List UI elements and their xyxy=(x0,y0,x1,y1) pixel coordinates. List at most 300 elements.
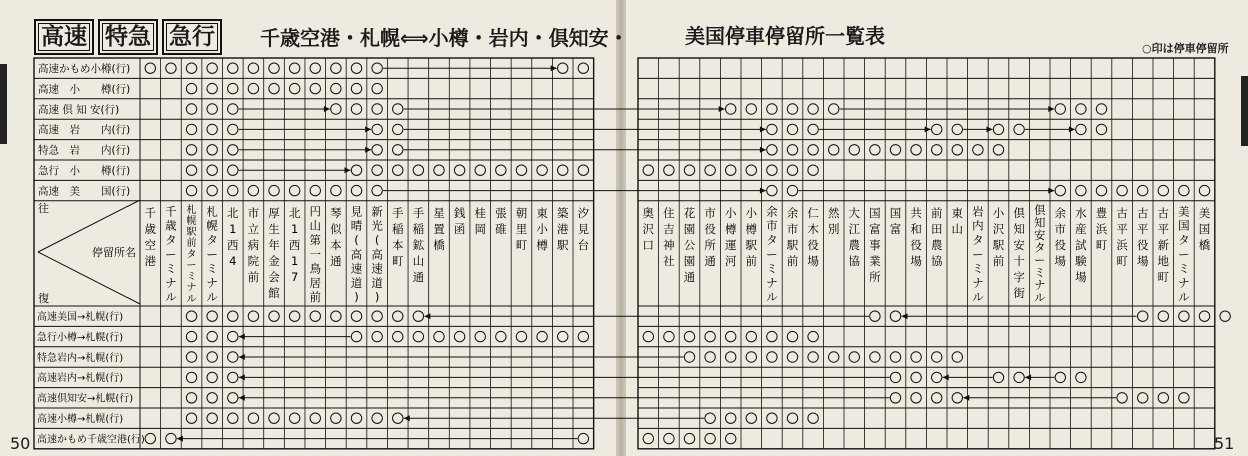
stop-name-char: 沢 xyxy=(642,221,655,236)
stop-name-char: 手 xyxy=(392,205,404,220)
stop-circle xyxy=(331,413,341,423)
stop-name-char: 江 xyxy=(848,221,861,236)
stop-circle xyxy=(228,393,238,403)
stop-name-char: 銭 xyxy=(453,205,466,220)
stop-name-char: 国 xyxy=(1198,221,1211,236)
stop-name-char: 樽 xyxy=(724,221,737,236)
page-number-left: 50 xyxy=(10,434,31,453)
stop-circle xyxy=(890,311,900,321)
stop-circle xyxy=(808,145,818,155)
stop-circle xyxy=(705,352,715,362)
stop-name-char: タ xyxy=(165,233,177,247)
inbound-row-label: 高速岩内→札幌(行) xyxy=(37,373,124,385)
stop-name-char: 東 xyxy=(951,205,964,220)
stop-circle xyxy=(1158,393,1168,403)
stop-name-char: ー xyxy=(1178,247,1190,262)
stop-name-char: 前 xyxy=(247,269,260,284)
stop-name-char: 山 xyxy=(412,253,425,268)
stop-circle xyxy=(664,165,674,175)
stop-circle xyxy=(393,413,403,423)
stop-name-char: 金 xyxy=(268,253,280,268)
stop-name-char: 前 xyxy=(309,290,322,305)
stop-circle xyxy=(393,311,403,321)
stop-circle xyxy=(578,331,588,341)
inbound-row-label: 高速小樽→札幌(行) xyxy=(37,414,124,425)
stop-name-char: 鳥 xyxy=(309,261,322,276)
stop-name-char: 国 xyxy=(1178,218,1190,233)
stop-name-char: 高 xyxy=(371,247,383,262)
outbound-row-label: 急行 小 樽(行) xyxy=(38,165,131,177)
stop-name-char: 通 xyxy=(412,269,425,284)
stop-name-char: 町 xyxy=(1095,237,1108,252)
stop-circle xyxy=(1055,104,1065,114)
outbound-row-label: 高速 小 樽(行) xyxy=(38,83,131,96)
stop-circle xyxy=(228,104,238,114)
stop-name-char: ミ xyxy=(766,261,778,276)
stop-circle xyxy=(289,185,299,195)
stop-circle xyxy=(228,413,238,423)
stop-circle xyxy=(993,124,1003,134)
stop-name-char: 花 xyxy=(683,205,696,220)
stop-circle xyxy=(331,83,341,93)
stop-name-char: 役 xyxy=(807,237,819,252)
stop-name-char: 市 xyxy=(704,205,716,220)
stop-name-char: 役 xyxy=(1054,237,1067,252)
stop-name-char: 沢 xyxy=(992,221,1005,236)
stop-name-char: 小 xyxy=(745,205,758,220)
stop-name-char: 通 xyxy=(330,253,342,268)
stop-circle xyxy=(705,165,715,175)
stop-name-char: 小 xyxy=(724,205,737,220)
stop-name-char: 港 xyxy=(144,253,157,268)
stop-name-char: 平 xyxy=(1116,221,1128,236)
stop-name-char: 事 xyxy=(869,237,881,252)
stop-circle xyxy=(664,433,674,443)
stop-circle xyxy=(787,352,797,362)
stop-circle xyxy=(186,124,196,134)
stop-name-char: 国 xyxy=(889,205,902,220)
stop-circle xyxy=(269,63,279,73)
stop-circle xyxy=(558,165,568,175)
stop-circle xyxy=(993,145,1003,155)
stop-circle xyxy=(186,165,196,175)
stop-circle xyxy=(207,104,217,114)
stop-circle xyxy=(207,165,217,175)
stop-circle xyxy=(372,165,382,175)
stop-circle xyxy=(207,124,217,134)
stop-circle xyxy=(289,83,299,93)
stop-name-char: ミ xyxy=(1034,266,1046,280)
stop-name-char: 河 xyxy=(724,253,737,268)
stop-name-char: 協 xyxy=(930,253,943,268)
stop-name-char: 口 xyxy=(642,237,655,252)
direction-arrow xyxy=(925,126,931,132)
stop-name-char: 美 xyxy=(1198,205,1211,220)
stop-name-char: 道 xyxy=(371,275,383,290)
stop-name-char: 吉 xyxy=(663,221,675,236)
route-title: 千歳空港・札幌⟺小樽・岩内・倶知安・ xyxy=(260,26,629,50)
stop-name-char: 別 xyxy=(827,221,840,236)
stop-circle xyxy=(726,165,736,175)
stop-circle xyxy=(228,185,238,195)
stop-name-char: 朝 xyxy=(515,205,528,220)
stop-circle xyxy=(787,165,797,175)
outbound-row-label: 特急 岩 内(行) xyxy=(38,144,131,157)
stop-circle xyxy=(351,63,361,73)
direction-arrow xyxy=(239,334,245,340)
stop-name-char: ( xyxy=(354,233,359,247)
stop-name-char: 余 xyxy=(786,205,799,220)
stop-name-char: 駅 xyxy=(992,237,1005,252)
stop-name-char: 似 xyxy=(330,221,342,236)
stop-circle xyxy=(145,433,155,443)
stop-name-char: 駅 xyxy=(786,237,799,252)
stop-circle xyxy=(767,185,777,195)
stop-name-char: 田 xyxy=(930,221,943,236)
stop-name-char: 星 xyxy=(433,205,445,220)
stop-circle xyxy=(186,145,196,155)
stop-name-char: 会 xyxy=(268,269,280,284)
stop-circle xyxy=(643,331,653,341)
stop-name-char: ー xyxy=(206,247,218,262)
stop-circle xyxy=(1117,185,1127,195)
stop-circle xyxy=(228,124,238,134)
stop-circle xyxy=(248,413,258,423)
outbound-row-label: 高速 美 国(行) xyxy=(38,185,131,198)
stop-circle xyxy=(932,372,942,382)
stop-circle xyxy=(767,104,777,114)
stop-name-char: ル xyxy=(766,290,778,305)
stop-circle xyxy=(186,352,196,362)
direction-arrow xyxy=(239,395,245,401)
stop-circle xyxy=(578,433,588,443)
stop-circle xyxy=(496,331,506,341)
stop-name-char: ル xyxy=(1034,291,1046,305)
inbound-row-label: 高速かもめ千歳空港(行) xyxy=(37,434,145,446)
stop-circle xyxy=(932,124,942,134)
stop-circle xyxy=(767,165,777,175)
stop-name-char: ミ xyxy=(206,261,218,276)
stop-name-char: 富 xyxy=(869,221,881,236)
stop-name-char: ミ xyxy=(1178,261,1190,276)
stop-name-char: 産 xyxy=(1075,221,1087,236)
stop-name-char: 新 xyxy=(371,204,383,219)
stop-name-char: 役 xyxy=(1136,237,1149,252)
stop-circle xyxy=(516,165,526,175)
direction-arrow xyxy=(1048,188,1054,194)
stop-circle xyxy=(1138,393,1148,403)
stop-circle xyxy=(1179,393,1189,403)
stop-circle xyxy=(767,145,777,155)
stop-name-char: 役 xyxy=(704,221,716,236)
stop-circle xyxy=(1117,393,1127,403)
stop-name-char: ナ xyxy=(165,275,177,290)
stop-circle xyxy=(952,352,962,362)
stop-name-char: 市 xyxy=(1054,221,1067,236)
stop-circle xyxy=(289,63,299,73)
direction-arrow xyxy=(760,188,766,194)
stop-circle xyxy=(372,331,382,341)
stop-circle xyxy=(787,145,797,155)
stop-name-char: 美 xyxy=(1178,204,1190,219)
stop-name-char: 稲 xyxy=(412,221,425,236)
stop-name-char: 晴 xyxy=(350,218,363,233)
stop-circle xyxy=(372,124,382,134)
badge-limited-express: 特急 xyxy=(98,19,158,55)
stop-name-char: 役 xyxy=(910,237,922,252)
stop-name-char: 年 xyxy=(268,237,280,252)
stop-name-char: 4 xyxy=(229,253,237,268)
stop-name-char: 場 xyxy=(1054,253,1067,268)
stop-name-char: 橋 xyxy=(433,237,445,252)
stop-circle xyxy=(372,413,382,423)
stop-name-char: 新 xyxy=(1157,237,1170,252)
stop-name-char: 道 xyxy=(350,275,363,290)
stop-circle xyxy=(372,104,382,114)
stop-circle xyxy=(228,372,238,382)
corner-inbound-label: 復 xyxy=(38,292,49,305)
stop-circle xyxy=(1138,185,1148,195)
stop-circle xyxy=(787,185,797,195)
stop-name-char: 本 xyxy=(330,237,342,252)
stop-circle xyxy=(289,311,299,321)
stop-name-char: 内 xyxy=(972,218,984,233)
stop-name-char: ー xyxy=(1034,254,1046,267)
stop-name-char: 台 xyxy=(577,237,590,252)
stop-circle xyxy=(372,83,382,93)
stop-name-char: 北 xyxy=(288,205,301,220)
stop-circle xyxy=(372,63,382,73)
stop-name-char: ル xyxy=(165,290,177,305)
stop-circle xyxy=(413,311,423,321)
stop-name-char: 協 xyxy=(848,253,861,268)
corner-outbound-label: 往 xyxy=(38,202,49,215)
stop-circle xyxy=(186,104,196,114)
stop-name-char: 北 xyxy=(227,205,239,220)
stop-name-char: 古 xyxy=(1116,205,1128,220)
stop-name-char: 住 xyxy=(663,205,675,220)
stop-circle xyxy=(186,185,196,195)
stop-name-char: 大 xyxy=(848,205,861,220)
stop-name-char: 札 xyxy=(206,204,218,219)
stop-circle xyxy=(207,331,217,341)
stop-name-char: 速 xyxy=(350,261,363,276)
stop-name-char: 古 xyxy=(1157,205,1170,220)
stop-name-char: 碓 xyxy=(495,221,507,236)
stop-name-char: 国 xyxy=(869,205,881,220)
stop-circle xyxy=(911,372,921,382)
stop-circle xyxy=(228,352,238,362)
stop-circle xyxy=(787,413,797,423)
stop-name-char: 置 xyxy=(433,221,445,236)
stop-name-char: 平 xyxy=(1157,221,1170,236)
stop-name-char: 然 xyxy=(827,205,840,220)
direction-arrow xyxy=(760,126,766,132)
stop-circle xyxy=(787,104,797,114)
stop-circle xyxy=(186,413,196,423)
stop-name-char: 樽 xyxy=(745,221,758,236)
stop-circle xyxy=(726,331,736,341)
stop-name-char: ミ xyxy=(186,271,197,283)
stop-name-char: 山 xyxy=(951,221,964,236)
stop-circle xyxy=(973,145,983,155)
stop-name-char: 千 xyxy=(144,205,157,220)
stop-name-char: 札 xyxy=(186,204,197,216)
stop-circle xyxy=(684,352,694,362)
stop-name-char: ル xyxy=(1178,290,1190,305)
stop-name-char: 富 xyxy=(889,221,902,236)
stop-circle xyxy=(993,372,1003,382)
stop-circle xyxy=(890,145,900,155)
stop-name-char: 港 xyxy=(556,221,569,236)
stop-name-char: 前 xyxy=(992,253,1005,268)
stop-circle xyxy=(372,185,382,195)
stop-name-char: 水 xyxy=(1075,205,1087,220)
stop-circle xyxy=(475,165,485,175)
stop-name-char: タ xyxy=(972,233,984,247)
stop-name-char: 試 xyxy=(1075,237,1087,252)
stop-circle xyxy=(1055,372,1065,382)
stop-name-char: 院 xyxy=(247,253,260,268)
stop-name-char: 仁 xyxy=(807,205,819,220)
stop-name-char: 場 xyxy=(1136,253,1149,268)
stop-name-char: 木 xyxy=(807,221,819,236)
stop-name-char: 駅 xyxy=(556,237,569,252)
stop-circle xyxy=(1138,311,1148,321)
stop-name-char: 立 xyxy=(247,221,260,236)
stop-circle xyxy=(849,352,859,362)
stop-circle xyxy=(1179,185,1189,195)
stop-circle xyxy=(393,145,403,155)
stop-circle xyxy=(454,331,464,341)
stop-table-title: 美国停車停留所一覧表 xyxy=(685,24,885,48)
stop-name-char: 和 xyxy=(910,221,922,236)
stop-circle xyxy=(558,63,568,73)
direction-arrow xyxy=(760,147,766,153)
stop-circle xyxy=(1158,185,1168,195)
stop-name-char: 前 xyxy=(930,205,943,220)
stop-circle xyxy=(1096,104,1106,114)
stop-name-char: 千 xyxy=(165,204,177,219)
stop-circle xyxy=(331,311,341,321)
stop-circle xyxy=(248,311,258,321)
stop-circle xyxy=(932,145,942,155)
stop-circle xyxy=(248,83,258,93)
stop-name-char: 里 xyxy=(515,221,528,236)
stop-circle xyxy=(207,372,217,382)
stop-name-char: 函 xyxy=(453,221,466,236)
stop-name-char: 橋 xyxy=(1198,237,1211,252)
corner-diagonal xyxy=(38,200,140,252)
stop-name-char: 厚 xyxy=(268,205,280,220)
inbound-row-label: 高速倶知安→札幌(行) xyxy=(37,393,134,405)
stop-circle xyxy=(1199,311,1209,321)
stop-name-char: ナ xyxy=(766,275,778,290)
stop-name-char: 所 xyxy=(869,269,881,284)
direction-arrow xyxy=(943,374,949,380)
stop-name-char: 農 xyxy=(930,237,943,252)
stop-name-char: 農 xyxy=(848,237,861,252)
stop-circle xyxy=(207,311,217,321)
stop-name-char: 7 xyxy=(290,269,299,284)
stop-name-char: 字 xyxy=(1013,269,1025,284)
direction-arrow xyxy=(239,374,245,380)
stop-name-char: 通 xyxy=(704,253,716,268)
stop-circle xyxy=(351,83,361,93)
stop-name-char: 東 xyxy=(536,205,548,220)
stop-name-char: 幌 xyxy=(206,218,218,233)
stop-circle xyxy=(578,63,588,73)
stop-name-char: 知 xyxy=(1013,221,1025,236)
stop-name-char: 手 xyxy=(412,205,425,220)
stop-name-char: タ xyxy=(186,249,197,261)
stop-name-char: 験 xyxy=(1075,253,1087,268)
stop-name-char: 安 xyxy=(1034,229,1046,242)
stop-name-char: 歳 xyxy=(144,221,157,236)
stop-circle xyxy=(726,413,736,423)
stop-name-char: ナ xyxy=(972,275,984,290)
stop-circle xyxy=(228,165,238,175)
stop-name-char: 速 xyxy=(371,261,383,276)
stop-name-char: 前 xyxy=(745,253,758,268)
stop-circle xyxy=(186,393,196,403)
stop-circle xyxy=(911,393,921,403)
stop-circle xyxy=(475,331,485,341)
stop-circle xyxy=(393,331,403,341)
stop-circle xyxy=(207,413,217,423)
stop-circle xyxy=(454,165,464,175)
stop-name-char: タ xyxy=(206,233,218,247)
stop-circle xyxy=(767,352,777,362)
stop-circle xyxy=(269,185,279,195)
stop-name-char: 第 xyxy=(309,233,322,247)
stop-circle xyxy=(1199,185,1209,195)
direction-arrow xyxy=(177,436,183,442)
stop-circle xyxy=(413,331,423,341)
stop-circle xyxy=(808,352,818,362)
stop-name-char: 安 xyxy=(1013,237,1025,252)
stop-circle xyxy=(787,124,797,134)
stop-circle xyxy=(746,413,756,423)
stop-name-char: 倶 xyxy=(1013,205,1025,220)
stop-circle xyxy=(269,311,279,321)
stop-name-char: 浜 xyxy=(1116,237,1128,252)
stop-name-char: ナ xyxy=(1034,279,1046,292)
stop-circle xyxy=(434,331,444,341)
stop-name-char: 余 xyxy=(1054,205,1067,220)
stop-name-char: 樽 xyxy=(536,237,548,252)
stop-circle xyxy=(1096,185,1106,195)
stop-name-char: 館 xyxy=(268,285,280,300)
direction-arrow xyxy=(719,106,725,112)
direction-arrow xyxy=(963,395,969,401)
stop-name-char: ル xyxy=(186,293,197,305)
stop-name-char: ー xyxy=(165,247,177,262)
stop-circle xyxy=(808,124,818,134)
direction-arrow xyxy=(404,415,410,421)
stop-circle xyxy=(228,331,238,341)
stop-circle xyxy=(207,185,217,195)
stop-circle xyxy=(952,145,962,155)
stop-circle xyxy=(787,331,797,341)
stop-name-char: 浜 xyxy=(1095,221,1108,236)
stop-circle xyxy=(870,311,880,321)
stop-name-char: 共 xyxy=(910,205,922,220)
stop-circle xyxy=(186,331,196,341)
stop-circle xyxy=(1014,372,1024,382)
stop-circle xyxy=(228,83,238,93)
stop-circle xyxy=(684,165,694,175)
